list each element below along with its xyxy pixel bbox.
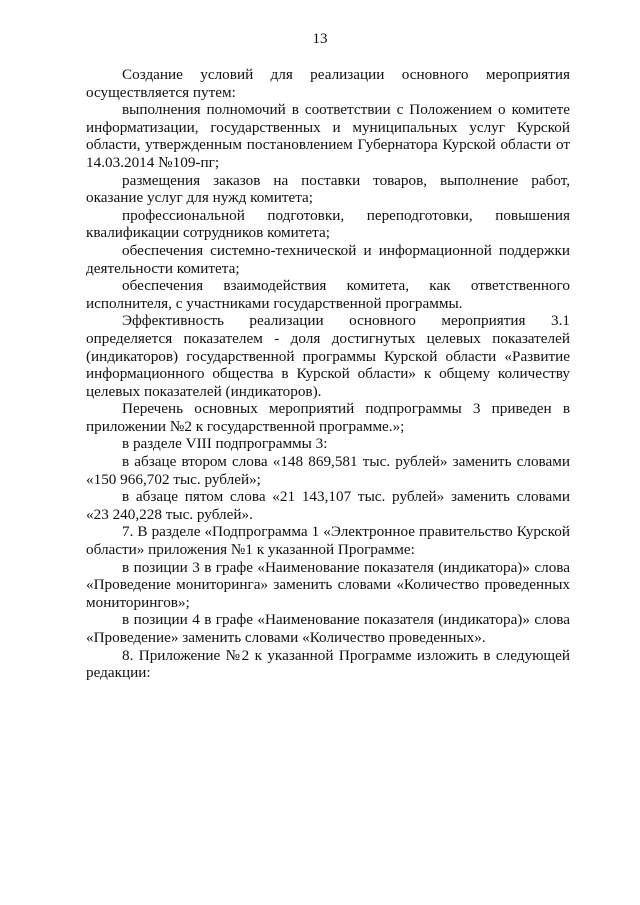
paragraph-powers: выполнения полномочий в соответствии с Положением о комитете информатизации, государственных и муниципальных услуг Курской области, утвержденным постановлением Губернатора Курской области от 14.03.2014 №109-пг;	[86, 101, 570, 171]
paragraph-efficiency: Эффективность реализации основного мероприятия 3.1 определяется показателем - доля достигнутых целевых показателей (индикаторов) государственной программы Курской области «Развитие информационного общества в Курской области» к общему количеству целевых показателей (индикаторов).	[86, 312, 570, 400]
paragraph-interaction: обеспечения взаимодействия комитета, как ответственного исполнителя, с участниками государственной программы.	[86, 277, 570, 312]
paragraph-position-4: в позиции 4 в графе «Наименование показателя (индикатора)» слова «Проведение» заменить словами «Количество проведенных».	[86, 611, 570, 646]
paragraph-training: профессиональной подготовки, переподготовки, повышения квалификации сотрудников комитета;	[86, 206, 570, 242]
paragraph-second-abzac: в абзаце втором слова «148 869,581 тыс. рублей» заменить словами «150 966,702 тыс. рублей»;	[86, 453, 570, 488]
paragraph-item-8: 8. Приложение №2 к указанной Программе изложить в следующей редакции:	[86, 646, 570, 682]
document-body	[86, 66, 570, 682]
paragraph-orders: размещения заказов на поставки товаров, выполнение работ, оказание услуг для нужд комитета;	[86, 171, 570, 207]
paragraph-support: обеспечения системно-технической и информационной поддержки деятельности комитета;	[86, 241, 570, 277]
paragraph-list-reference: Перечень основных мероприятий подпрограммы 3 приведен в приложении №2 к государственной программе.»;	[86, 400, 570, 435]
paragraph-conditions-intro: Создание условий для реализации основного мероприятия осуществляется путем:	[86, 66, 570, 101]
paragraph-item-7: 7. В разделе «Подпрограмма 1 «Электронное правительство Курской области» приложения №1 к указанной Программе:	[86, 523, 570, 559]
paragraph-section-viii: в разделе VIII подпрограммы 3:	[122, 435, 328, 453]
paragraph-position-3: в позиции 3 в графе «Наименование показателя (индикатора)» слова «Проведение мониторинга» заменить словами «Количество проведенных мониторингов»;	[86, 558, 570, 611]
page-number: 13	[312, 31, 328, 47]
paragraph-fifth-abzac: в абзаце пятом слова «21 143,107 тыс. рублей» заменить словами «23 240,228 тыс. рублей».	[86, 488, 570, 523]
